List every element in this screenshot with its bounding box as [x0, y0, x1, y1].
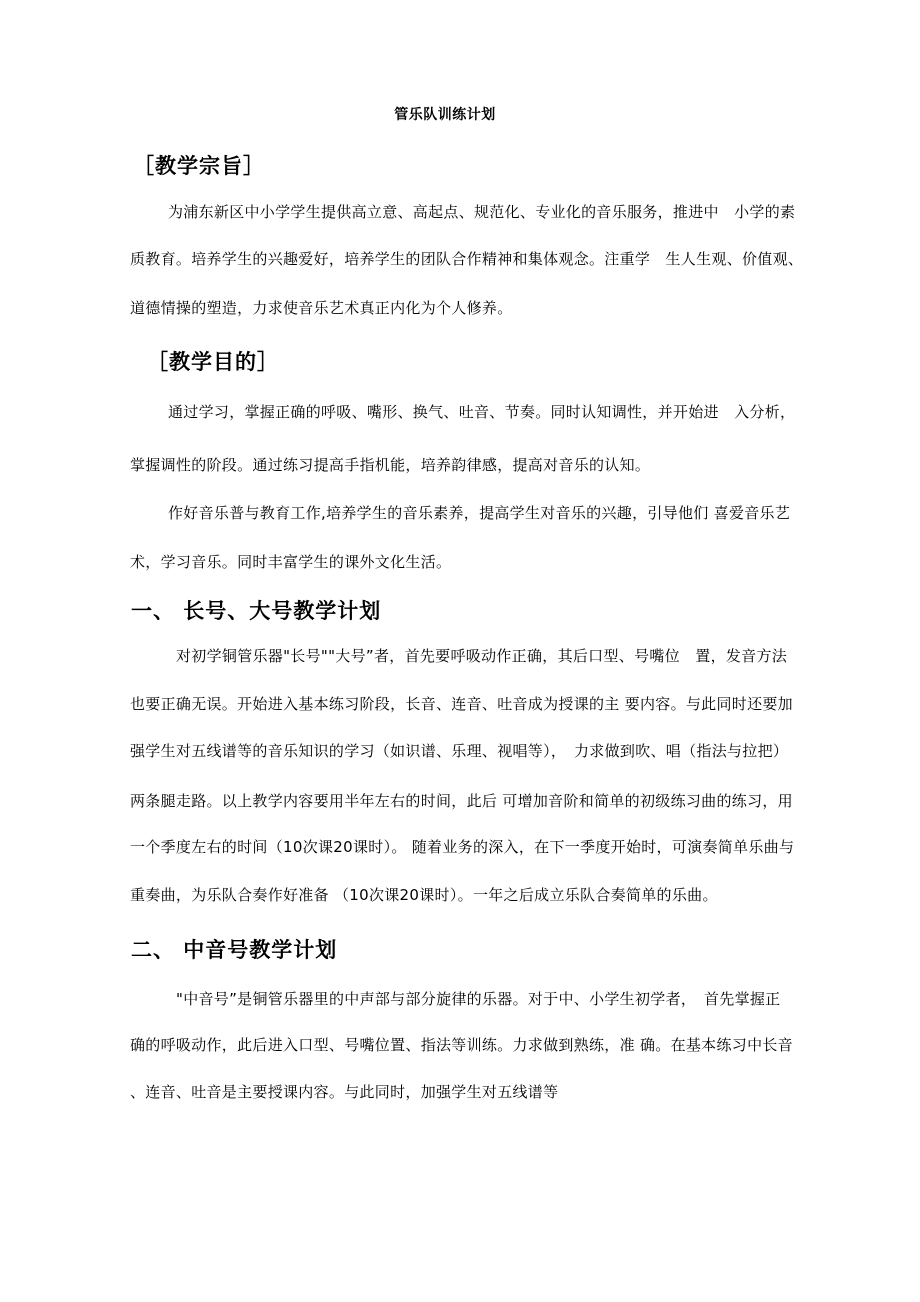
paragraph-line: 通过学习，掌握正确的呼吸、嘴形、换气、吐音、节奏。同时认知调性，并开始进 入分析，	[168, 403, 796, 421]
paragraph-line: 质教育。培养学生的兴趣爱好，培养学生的团队合作精神和集体观念。注重学 生人生观、价值观、	[130, 250, 804, 268]
document-title: 管乐队训练计划	[394, 107, 496, 123]
paragraph-line: 、连音、吐音是主要授课内容。与此同时，加强学生对五线谱等	[130, 1083, 559, 1101]
paragraph-line: 一个季度左右的时间（10次课20课时）。 随着业务的深入，在下一季度开始时，可演奏简单乐曲与	[130, 838, 795, 856]
section-heading-baritone: 二、 中音号教学计划	[131, 938, 338, 962]
paragraph-line: 也要正确无误。开始进入基本练习阶段，长音、连音、吐音成为授课的主 要内容。与此同时还要加	[130, 695, 793, 713]
section-heading-trombone-tuba: 一、 长号、大号教学计划	[131, 599, 382, 623]
paragraph-line: 确的呼吸动作，此后进入口型、号嘴位置、指法等训练。力求做到熟练，准 确。在基本练习中长音	[130, 1036, 793, 1054]
paragraph-line: 两条腿走路。以上教学内容要用半年左右的时间，此后 可增加音阶和简单的初级练习曲的练习，用	[130, 792, 793, 810]
paragraph-line: "中音号”是铜管乐器里的中声部与部分旋律的乐器。对于中、小学生初学者， 首先掌握正	[176, 990, 781, 1008]
paragraph-line: 道德情操的塑造，力求使音乐艺术真正内化为个人修养。	[130, 299, 513, 317]
paragraph-line: 为浦东新区中小学学生提供高立意、高起点、规范化、专业化的音乐服务，推进中 小学的素	[168, 203, 796, 221]
section-heading-teaching-goal: ［教学目的］	[147, 350, 279, 374]
paragraph-line: 术，学习音乐。同时丰富学生的课外文化生活。	[130, 553, 452, 571]
section-heading-teaching-purpose: ［教学宗旨］	[133, 154, 265, 178]
paragraph-line: 强学生对五线谱等的音乐知识的学习（如识谱、乐理、视唱等）， 力求做到吹、唱（指法与拉把）	[130, 742, 789, 760]
paragraph-line: 掌握调性的阶段。通过练习提高手指机能，培养韵律感，提高对音乐的认知。	[130, 456, 651, 474]
paragraph-line: 作好音乐普与教育工作,培养学生的音乐素养，提高学生对音乐的兴趣，引导他们 喜爱音乐艺	[168, 504, 791, 522]
paragraph-line: 对初学铜管乐器"长号""大号”者，首先要呼吸动作正确，其后口型、号嘴位 置，发音方法	[176, 647, 788, 665]
paragraph-line: 重奏曲，为乐队合奏作好准备 （10次课20课时）。一年之后成立乐队合奏简单的乐曲。	[130, 886, 718, 904]
